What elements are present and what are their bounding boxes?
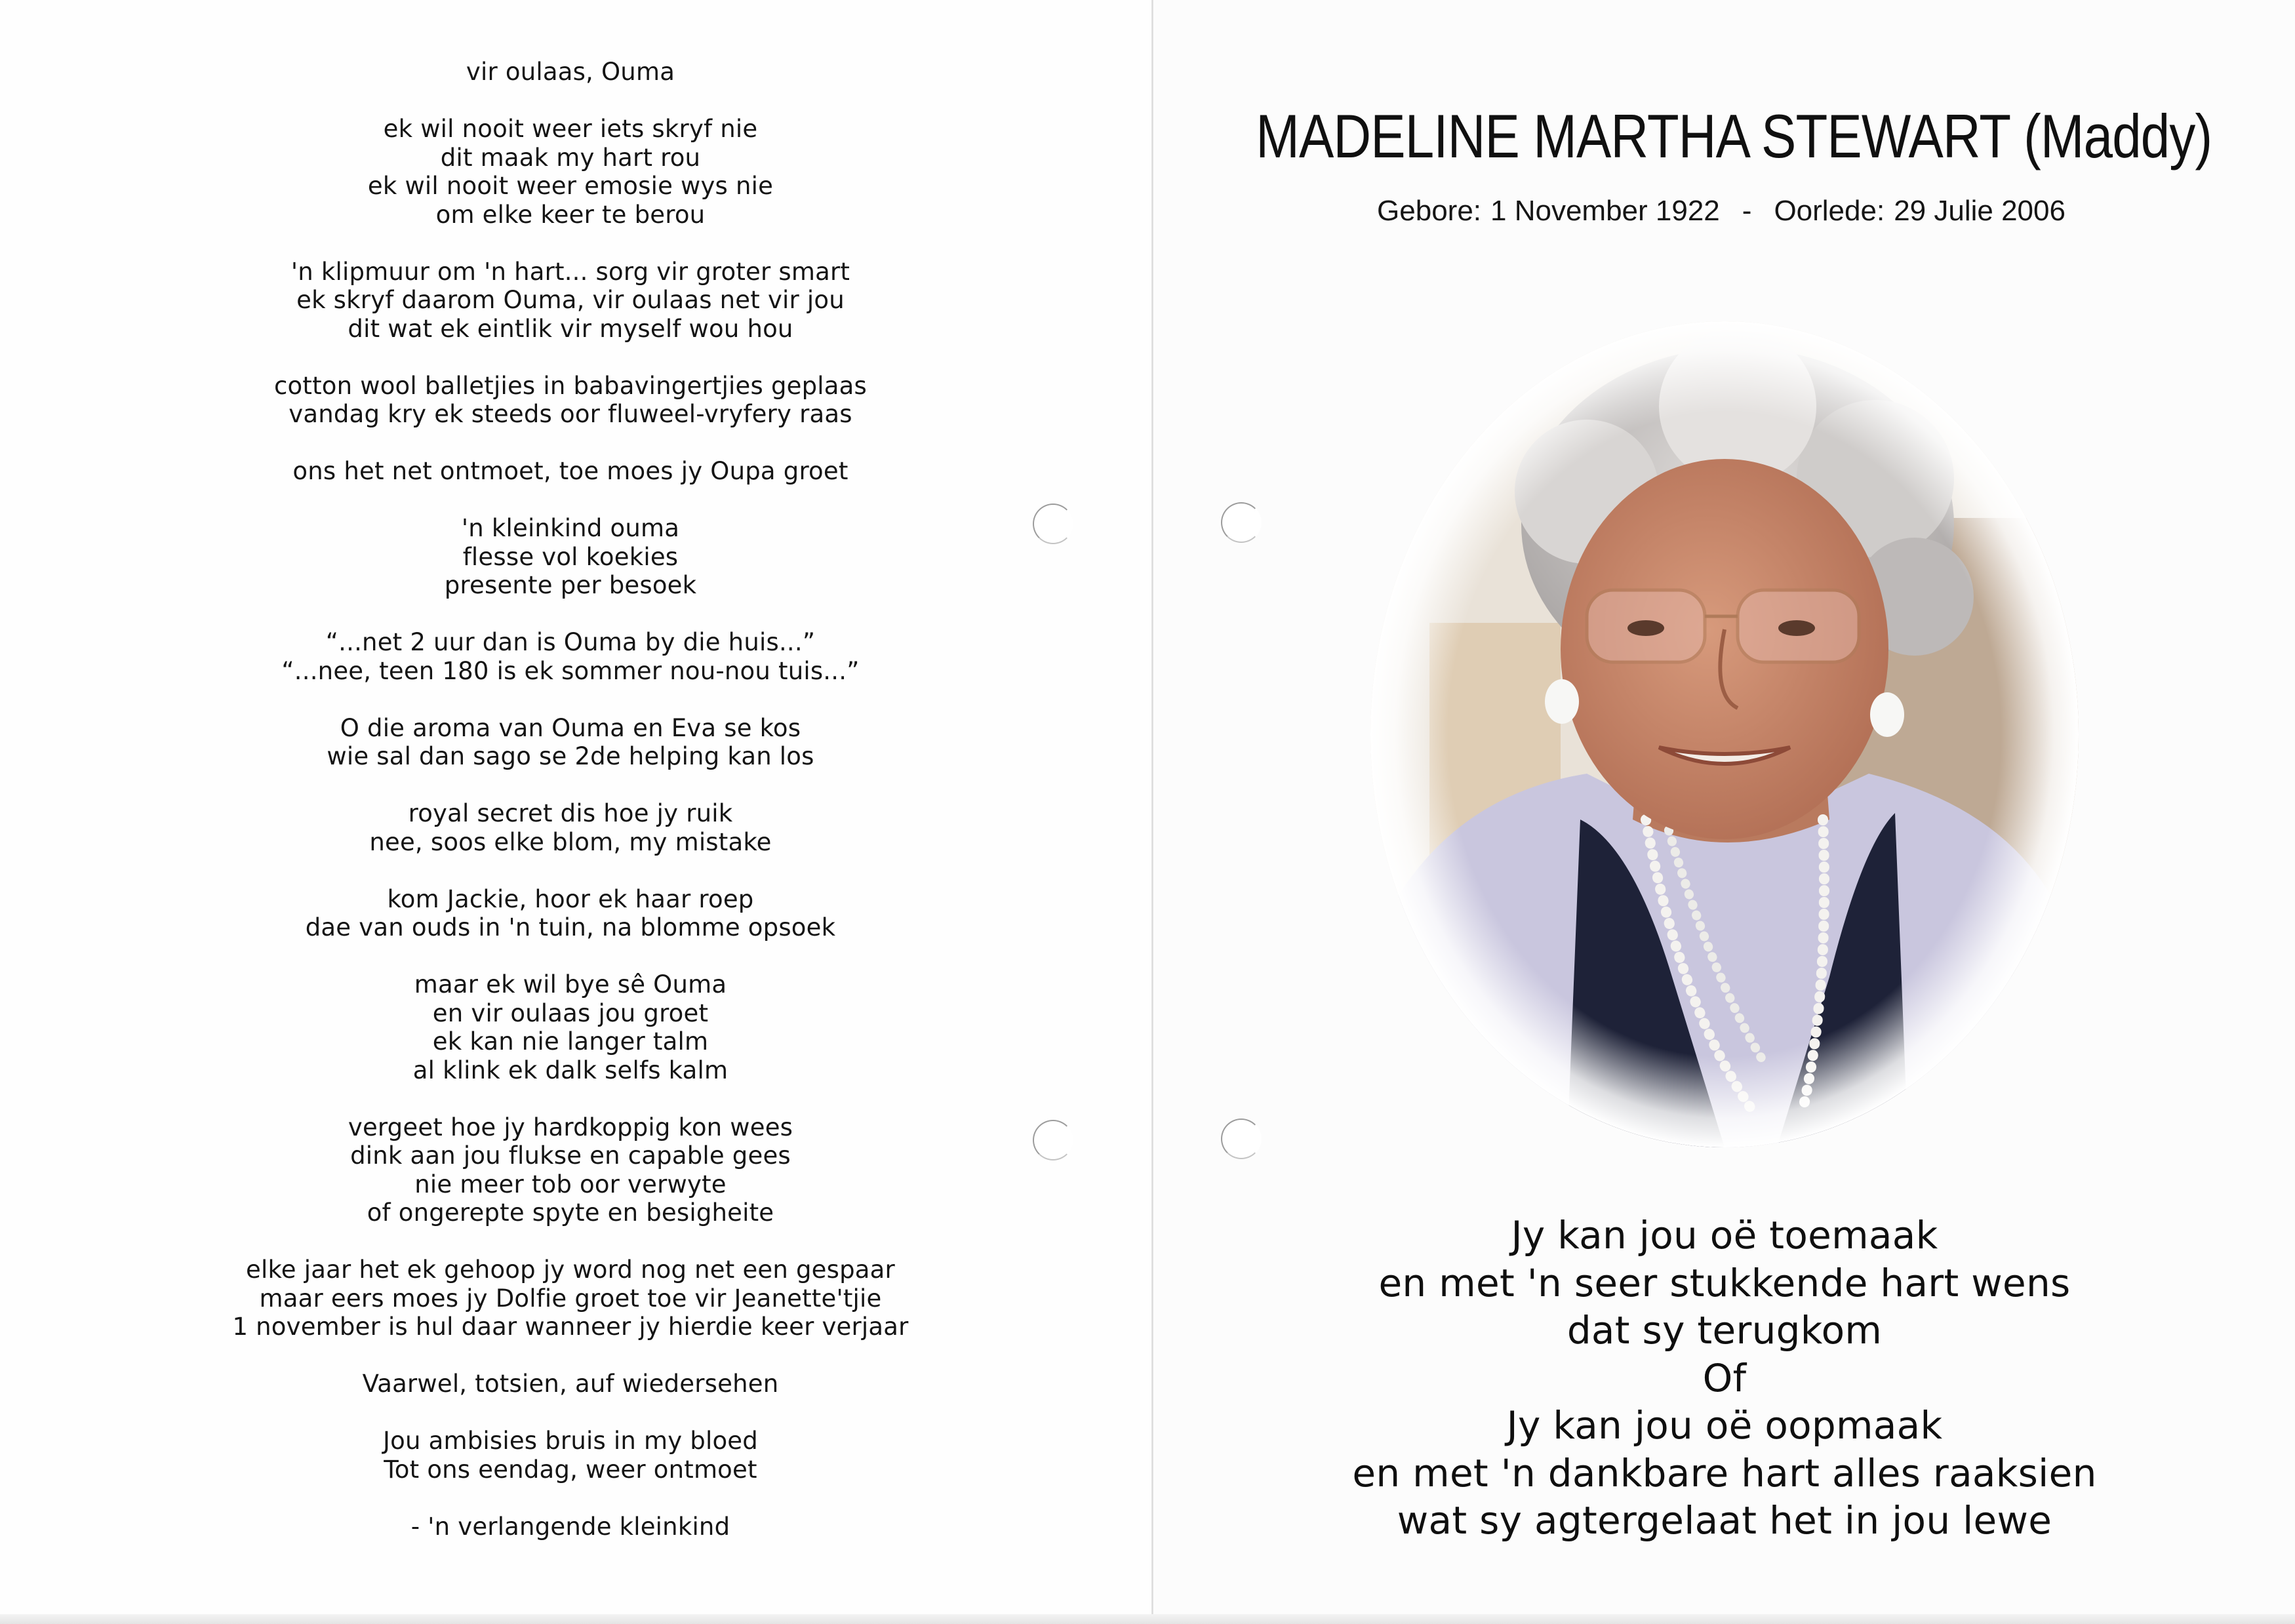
poem-line: cotton wool balletjies in babavingertjies geplaas [274,371,867,400]
verse-line: wat sy agtergelaat het in jou lewe [1397,1498,2052,1543]
poem-stanza [131,1113,1010,1227]
poem-line: “...net 2 uur dan is Ouma by die huis...” [325,628,816,656]
poem-line: dit wat ek eintlik vir myself wou hou [348,314,793,343]
binder-hole-left-bottom [1033,1120,1073,1160]
life-dates [1174,193,2269,229]
poem-line: wie sal dan sago se 2de helping kan los [327,742,814,770]
poem-line: of ongerepte spyte en besigheite [367,1198,774,1227]
died-date: 29 Julie 2006 [1894,195,2066,227]
poem-line: ek wil nooit weer iets skryf nie [383,115,758,143]
poem-line: O die aroma van Ouma en Eva se kos [340,713,801,742]
poem-line: nee, soos elke blom, my mistake [369,827,772,856]
poem-line: ek skryf daarom Ouma, vir oulaas net vir jou [296,286,845,314]
poem-stanza [131,514,1010,600]
poem-line: Jou ambisies bruis in my bloed [383,1427,758,1455]
binder-hole-left-top [1033,504,1073,544]
poem-stanza [131,372,1010,429]
poem-line: royal secret dis hoe jy ruik [408,799,733,827]
poem-stanza [131,457,1010,486]
poem-stanza [131,1427,1010,1484]
poem-line: elke jaar het ek gehoop jy word nog net een gespaar [246,1256,895,1284]
poem-stanza [131,1370,1010,1398]
poem-line: ons het net ontmoet, toe moes jy Oupa groet [292,457,848,485]
poem-line: maar eers moes jy Dolfie groet toe vir Jeanette'tjie [259,1284,882,1313]
verse-line: Of [1702,1355,1747,1400]
poem-stanza [131,258,1010,344]
born-label: Gebore: [1377,195,1482,227]
poem-line: Tot ons eendag, weer ontmoet [384,1455,757,1484]
poem-line: dit maak my hart rou [440,143,701,172]
closing-verse [1292,1212,2157,1545]
page-fold [1151,0,1153,1624]
poem-stanza [131,714,1010,771]
verse-line: en met 'n seer stukkende hart wens [1378,1260,2071,1305]
died-label: Oorlede: [1774,195,1885,227]
poem-line: 'n klipmuur om 'n hart... sorg vir groter smart [290,257,850,286]
deceased-name: MADELINE MARTHA STEWART (Maddy) [1256,102,2212,170]
scan-bottom-edge [0,1614,2295,1624]
verse-line: Jy kan jou oë toemaak [1511,1213,1938,1258]
verse-line: en met 'n dankbare hart alles raaksien [1352,1450,2097,1495]
poem-line: “...nee, teen 180 is ek sommer nou-nou tuis...” [281,656,860,685]
poem-line: 'n kleinkind ouma [461,514,680,542]
binder-hole-right-top [1221,502,1262,543]
poem-stanza [131,885,1010,942]
poem-line: vir oulaas, Ouma [466,58,675,86]
poem-line: vandag kry ek steeds oor fluweel-vryfery raas [289,400,852,428]
poem-line: 1 november is hul daar wanneer jy hierdie keer verjaar [232,1313,909,1341]
poem-stanza [131,799,1010,856]
poem-stanza [131,1513,1010,1541]
poem-line: om elke keer te berou [435,200,706,229]
poem-line: nie meer tob oor verwyte [414,1170,727,1198]
poem-line: en vir oulaas jou groet [432,999,709,1027]
verse-line: dat sy terugkom [1567,1308,1883,1353]
poem-line: Vaarwel, totsien, auf wiedersehen [362,1370,779,1398]
poem-line: al klink ek dalk selfs kalm [412,1056,728,1084]
poem [131,58,1010,1570]
poem-line: ek kan nie langer talm [432,1027,709,1056]
poem-stanza [131,58,1010,87]
poem-line: maar ek wil bye sê Ouma [414,970,727,999]
portrait-photo [1370,321,2079,1147]
verse-line: Jy kan jou oë oopmaak [1506,1403,1943,1448]
dates-separator: - [1742,195,1752,227]
portrait-illustration [1370,321,2079,1147]
binder-hole-right-bottom [1221,1119,1262,1159]
poem-stanza [131,970,1010,1084]
poem-stanza [131,115,1010,229]
poem-line: kom Jackie, hoor ek haar roep [387,884,754,913]
poem-line: - 'n verlangende kleinkind [410,1512,730,1541]
poem-line: vergeet hoe jy hardkoppig kon wees [348,1113,793,1141]
poem-line: dae van ouds in 'n tuin, na blomme opsoek [305,913,836,941]
poem-line: flesse vol koekies [462,542,679,571]
poem-line: ek wil nooit weer emosie wys nie [367,172,774,200]
born-date: 1 November 1922 [1490,195,1720,227]
poem-line: presente per besoek [444,571,697,599]
poem-stanza [131,628,1010,685]
poem-stanza [131,1256,1010,1341]
poem-line: dink aan jou flukse en capable gees [350,1141,791,1170]
